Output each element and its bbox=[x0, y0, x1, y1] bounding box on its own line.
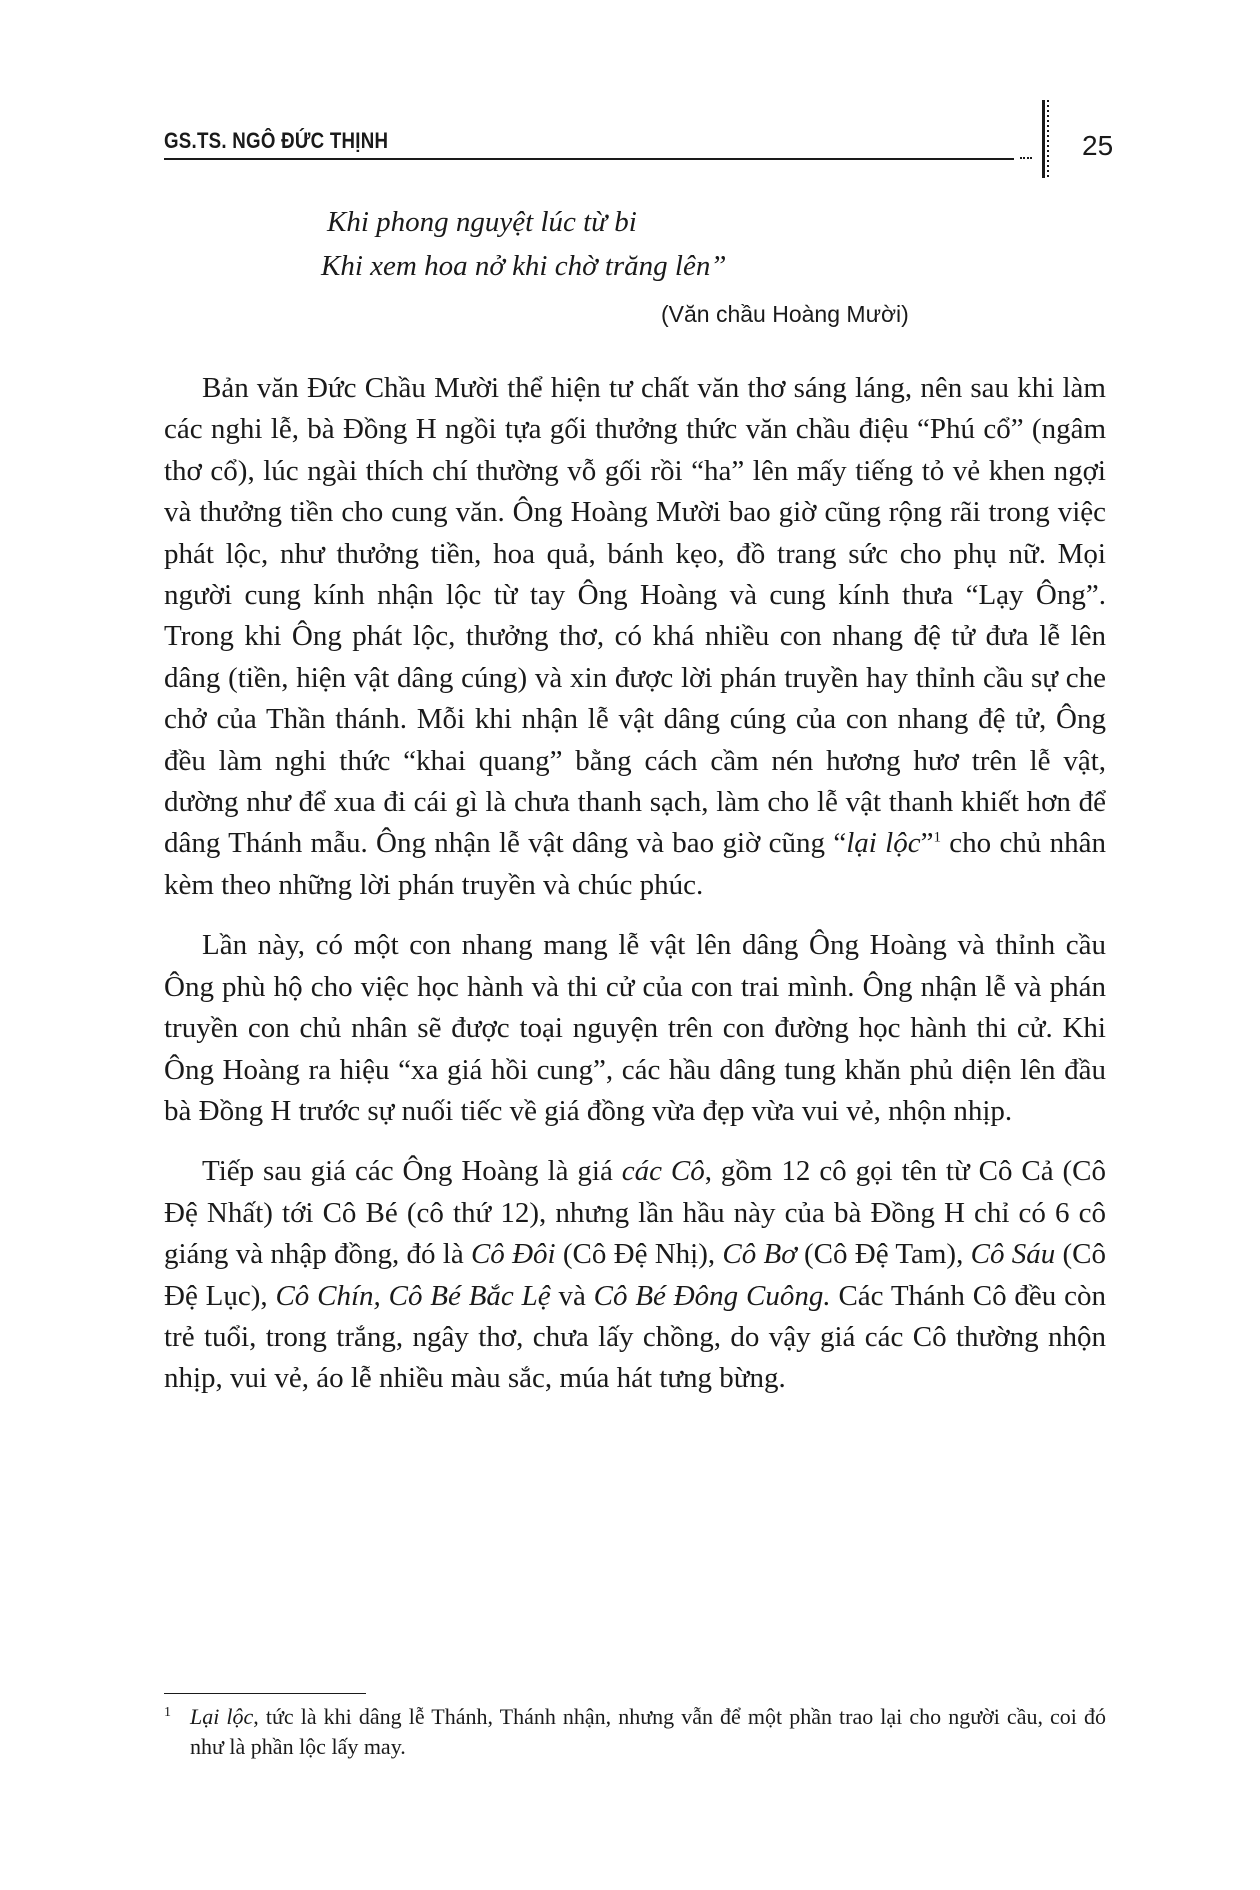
footnote-rule bbox=[164, 1693, 366, 1694]
paragraph-3-italic: Cô Bé Đông Cuông. bbox=[593, 1279, 831, 1312]
paragraph-3-text: (Cô Đệ Tam), bbox=[796, 1238, 971, 1271]
paragraph-1 bbox=[164, 368, 1106, 906]
paragraph-3-italic: Cô Bơ bbox=[722, 1238, 797, 1271]
paragraph-1-tail: cho chủ nhân kèm theo những lời phán truyền và chúc phúc. bbox=[164, 827, 1106, 901]
poem-block bbox=[164, 200, 1124, 334]
footnote bbox=[164, 1702, 1106, 1762]
poem-line-2: Khi xem hoa nở khi chờ trăng lên” bbox=[321, 250, 727, 282]
header-vertical-divider bbox=[1042, 100, 1045, 178]
poem-line-1: Khi phong nguyệt lúc từ bi bbox=[327, 206, 637, 238]
paragraph-1-italic: lại lộc bbox=[846, 827, 921, 860]
paragraph-1-quote: ” bbox=[920, 827, 934, 860]
paragraph-3-italic: Cô Sáu bbox=[970, 1238, 1056, 1271]
paragraph-3-text: và bbox=[550, 1279, 594, 1312]
paragraph-3-text: Các Thánh Cô đều còn trẻ tuổi, trong trắng, ngây thơ, chưa lấy chồng, do vậy giá các Cô thường nhộn nhịp, vui vẻ, áo lễ nhiều màu sắc, múa hát tưng bừng. bbox=[164, 1279, 1106, 1395]
paragraph-3-text: (Cô Đệ Lục), bbox=[164, 1238, 1107, 1312]
running-header bbox=[164, 128, 1124, 168]
paragraph-3-text: (Cô Đệ Nhị), bbox=[555, 1238, 723, 1271]
footnote-mark: 1 bbox=[164, 1705, 171, 1720]
footnote-reference: 1 bbox=[933, 829, 941, 846]
paragraph-3-text: , gồm 12 cô gọi tên từ Cô Cả (Cô Đệ Nhất) tới Cô Bé (cô thứ 12), nhưng lần hầu này của bà Đồng H chỉ có 6 cô giáng và nhập đồng, đó là bbox=[164, 1155, 1106, 1271]
header-rule-dots bbox=[1020, 157, 1032, 163]
poem-source: (Văn chầu Hoàng Mười) bbox=[661, 301, 909, 327]
header-rule bbox=[164, 158, 1014, 160]
paragraph-2: Lần này, có một con nhang mang lễ vật lên dâng Ông Hoàng và thỉnh cầu Ông phù hộ cho việc học hành và thi cử của con trai mình. Ông nhận lễ và phán truyền con chủ nhân sẽ được toại nguyện trên con đường học hành thi cử. Khi Ông Hoàng ra hiệu “xa giá hồi cung”, các hầu dâng tung khăn phủ diện lên đầu bà Đồng H trước sự nuối tiếc về giá đồng vừa đẹp vừa vui vẻ, nhộn nhịp. bbox=[164, 929, 1106, 1127]
paragraph-3-italic: các Cô bbox=[621, 1155, 705, 1188]
header-author: GS.TS. NGÔ ĐỨC THỊNH bbox=[164, 128, 389, 153]
footnote-italic: Lại lộc bbox=[190, 1704, 254, 1729]
paragraph-3-italic: Cô Đôi bbox=[470, 1238, 556, 1271]
paragraph-3-italic: Cô Chín, Cô Bé Bắc Lệ bbox=[275, 1279, 551, 1312]
paragraph-3-text: Tiếp sau giá các Ông Hoàng là giá bbox=[202, 1155, 622, 1188]
paragraph-3 bbox=[164, 1151, 1106, 1399]
paragraph-1-text: Bản văn Đức Chầu Mười thể hiện tư chất văn thơ sáng láng, nên sau khi làm các nghi lễ, bà Đồng H ngồi tựa gối thưởng thức văn chầu điệu “Phú cổ” (ngâm thơ cổ), lúc ngài thích chí thường vỗ gối rồi “ha” lên mấy tiếng tỏ vẻ khen ngợi và thưởng tiền cho cung văn. Ông Hoàng Mười bao giờ cũng rộng rãi trong việc phát lộc, như thưởng tiền, hoa quả, bánh kẹo, đồ trang sức cho phụ nữ. Mọi người cung kính nhận lộc từ tay Ông Hoàng và cung kính thưa “Lạy Ông”. Trong khi Ông phát lộc, thưởng thơ, có khá nhiều con nhang đệ tử đưa lễ lên dâng (tiền, hiện vật dâng cúng) và xin được lời phán truyền hay thỉnh cầu sự che chở của Thần thánh. Mỗi khi nhận lễ vật dâng cúng của con nhang đệ tử, Ông đều làm nghi thức “khai quang” bằng cách cầm nén hương hươ trên lễ vật, dường như để xua đi cái gì là chưa thanh sạch, làm cho lễ vật thanh khiết hơn để dâng Thánh mẫu. Ông nhận lễ vật dâng và bao giờ cũng “ bbox=[164, 372, 1106, 860]
footnote-text bbox=[164, 1702, 1106, 1762]
body-text bbox=[164, 368, 1106, 1419]
footnote-body: , tức là khi dâng lễ Thánh, Thánh nhận, nhưng vẫn để một phần trao lại cho người cầu, coi đó như là phần lộc lấy may. bbox=[190, 1704, 1106, 1759]
page-number: 25 bbox=[1082, 130, 1114, 161]
